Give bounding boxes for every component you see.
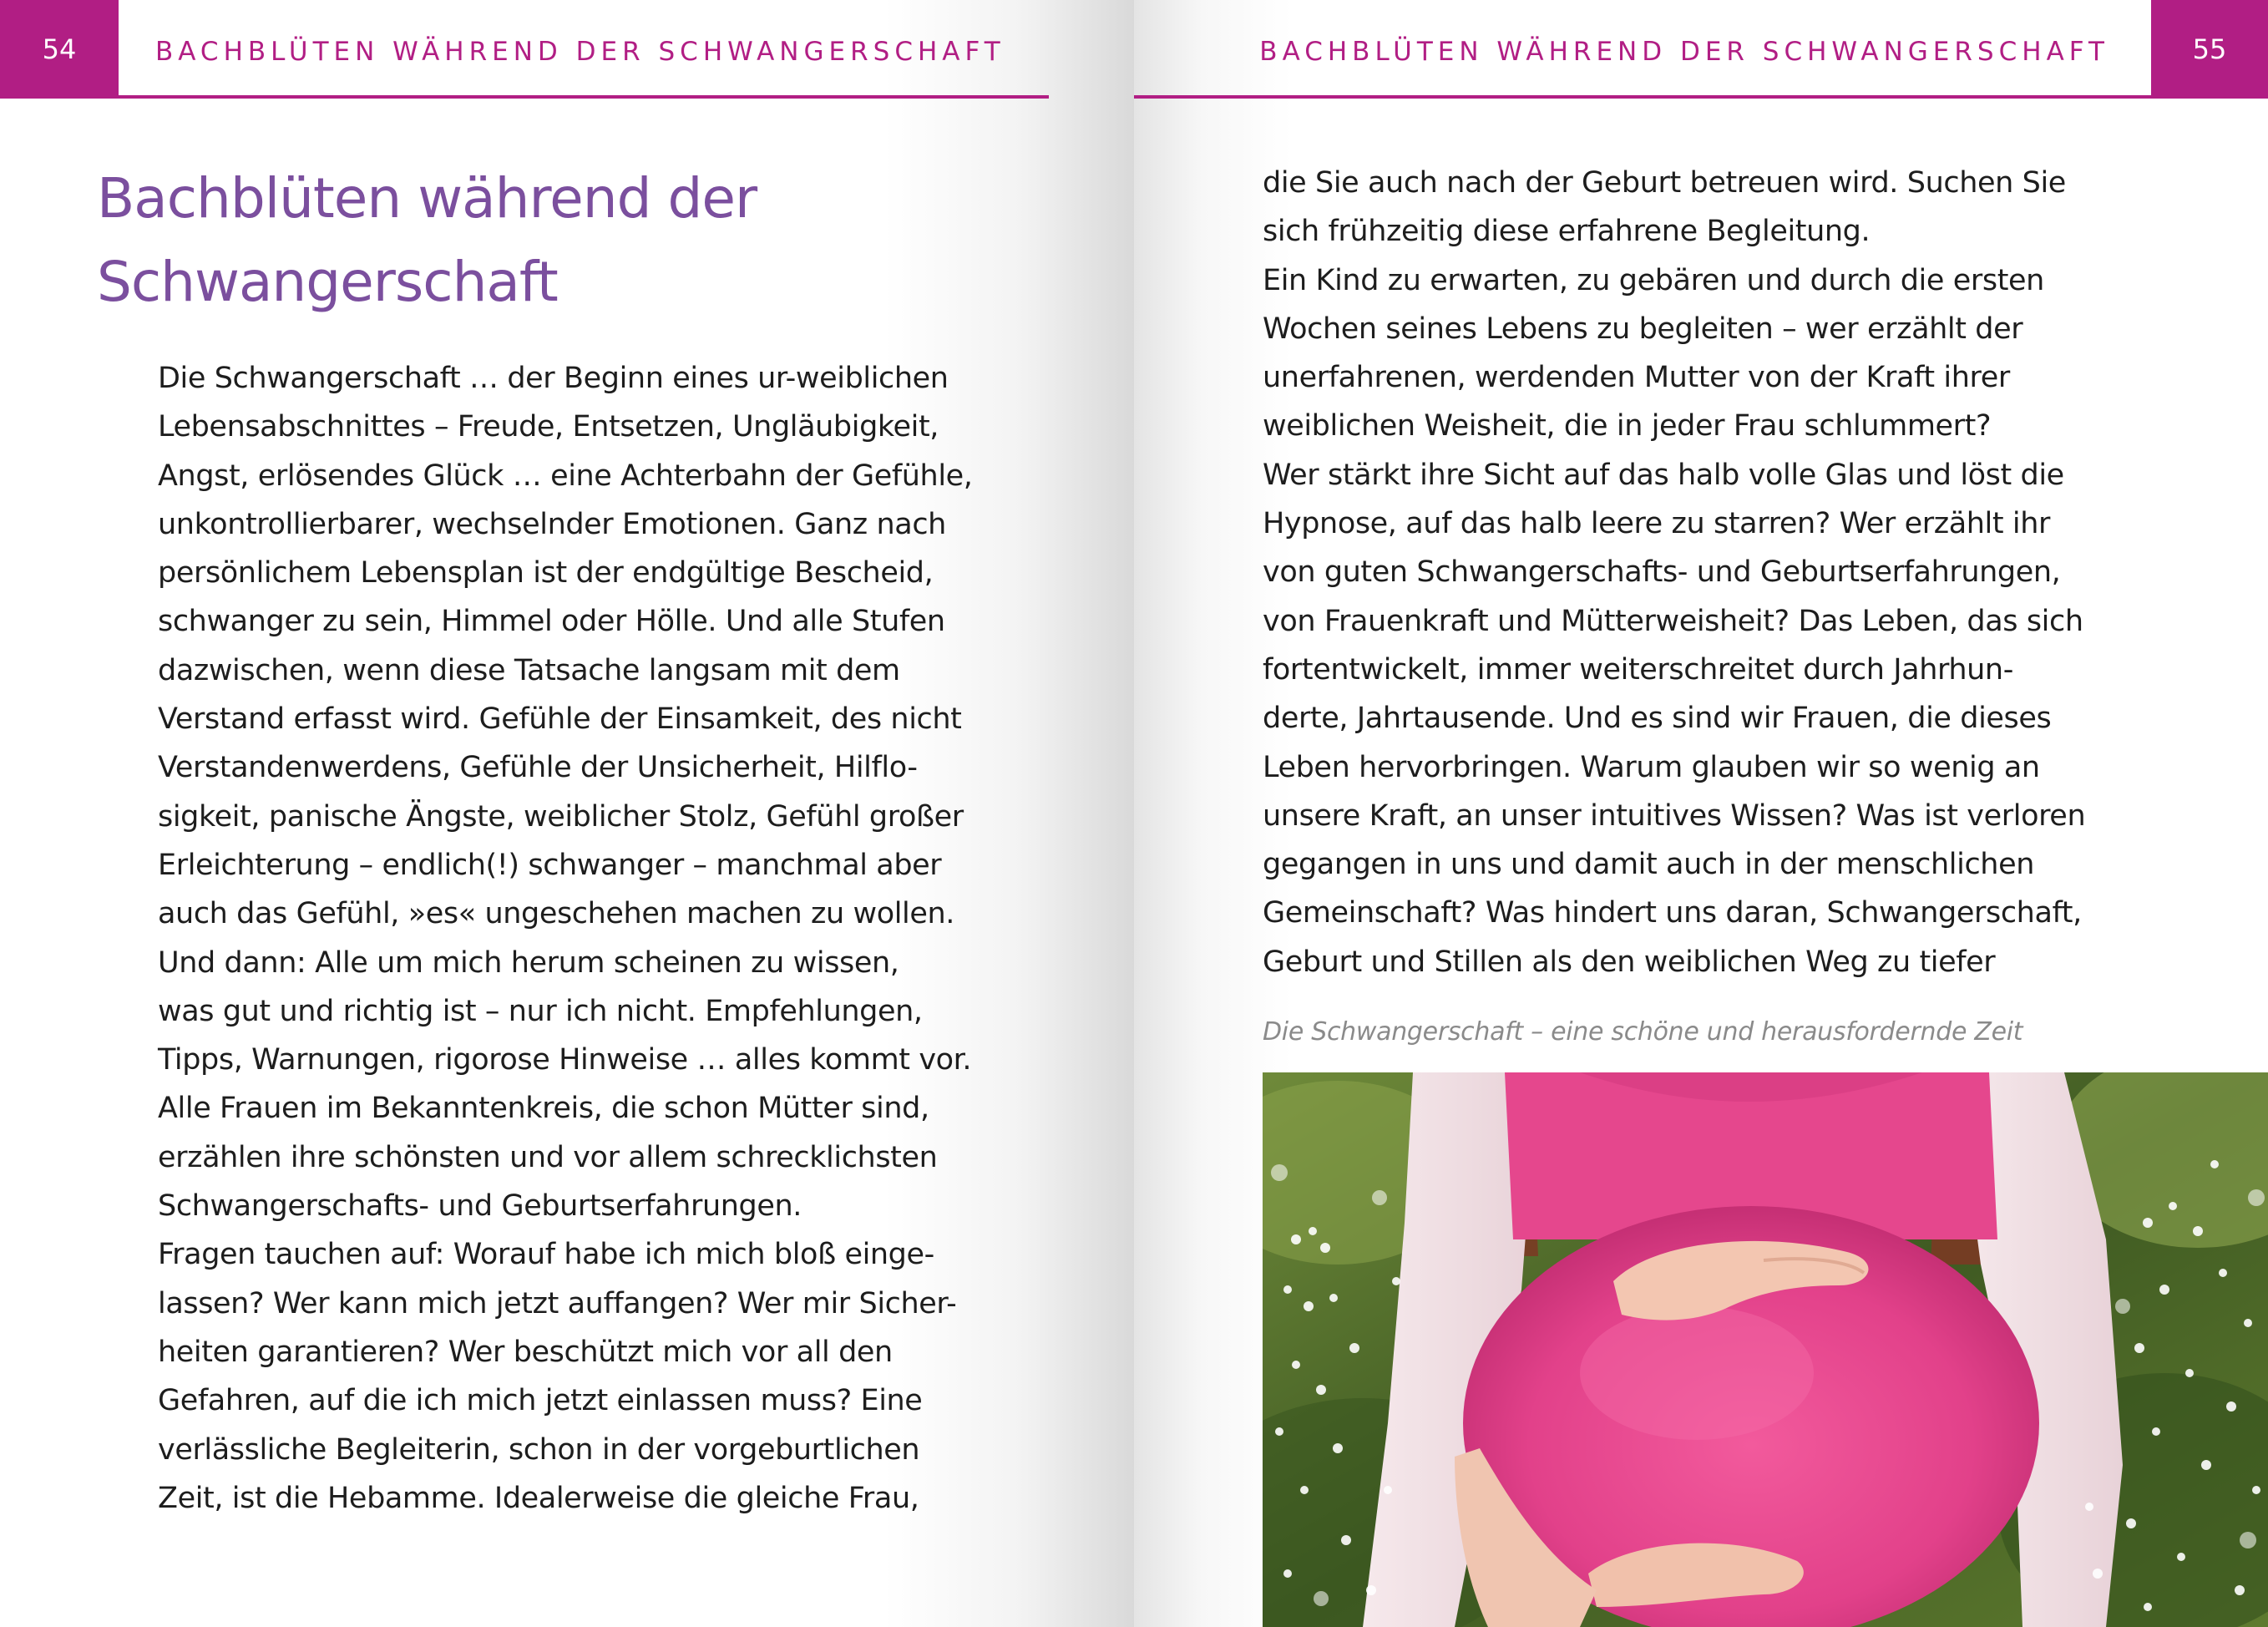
body-text-line: von guten Schwangerschafts- und Geburtserfahrungen, xyxy=(1263,555,2061,590)
body-text-line: Und dann: Alle um mich herum scheinen zu wissen, xyxy=(158,945,899,980)
body-text-line: Gefahren, auf die ich mich jetzt einlassen muss? Eine xyxy=(158,1384,923,1418)
header-rule-left xyxy=(0,95,1049,99)
body-text-line: erzählen ihre schönsten und vor allem schrecklichsten xyxy=(158,1140,938,1174)
body-text-line: Angst, erlösendes Glück … eine Achterbahn der Gefühle, xyxy=(158,459,973,493)
body-text-line: Hypnose, auf das halb leere zu starren? Wer erzählt ihr xyxy=(1263,507,2051,541)
body-text-line: Schwangerschafts- und Geburtserfahrungen. xyxy=(158,1189,802,1224)
body-text-line: Verstand erfasst wird. Gefühle der Einsamkeit, des nicht xyxy=(158,702,962,737)
photo-caption: Die Schwangerschaft – eine schöne und herausfordernde Zeit xyxy=(1263,1017,2023,1047)
body-text-line: Fragen tauchen auf: Worauf habe ich mich bloß einge- xyxy=(158,1238,934,1272)
body-text-line: von Frauenkraft und Mütterweisheit? Das Leben, das sich xyxy=(1263,604,2083,638)
body-text-line: unkontrollierbarer, wechselnder Emotionen. Ganz nach xyxy=(158,507,946,541)
body-text-line: schwanger zu sein, Himmel oder Hölle. Und alle Stufen xyxy=(158,605,945,639)
body-text-line: Ein Kind zu erwarten, zu gebären und durch die ersten xyxy=(1263,263,2044,297)
body-text-line: Zeit, ist die Hebamme. Idealerweise die gleiche Frau, xyxy=(158,1481,919,1515)
body-text-line: fortentwickelt, immer weiterschreitet durch Jahrhun- xyxy=(1263,652,2013,687)
body-text-line: lassen? Wer kann mich jetzt auffangen? Wer mir Sicher- xyxy=(158,1286,957,1320)
body-text-line: dazwischen, wenn diese Tatsache langsam mit dem xyxy=(158,653,900,687)
body-text-line: unsere Kraft, an unser intuitives Wissen? Was ist verloren xyxy=(1263,798,2086,833)
running-head-right: BACHBLÜTEN WÄHREND DER SCHWANGERSCHAFT xyxy=(1259,37,2109,67)
body-text-line: Gemeinschaft? Was hindert uns daran, Schwangerschaft, xyxy=(1263,896,2082,930)
body-text-right xyxy=(1263,159,2085,986)
page-number-right: 55 xyxy=(2151,0,2268,99)
right-page xyxy=(1134,0,2268,1627)
header-rule-right xyxy=(1134,95,2268,99)
body-text-line: Leben hervorbringen. Warum glauben wir so wenig an xyxy=(1263,750,2040,784)
body-text-line: Die Schwangerschaft … der Beginn eines ur-weiblichen xyxy=(158,362,949,395)
body-text-line: die Sie auch nach der Geburt betreuen wird. Suchen Sie xyxy=(1263,166,2066,200)
body-text-line: Alle Frauen im Bekanntenkreis, die schon Mütter sind, xyxy=(158,1092,929,1126)
body-text-line: sich frühzeitig diese erfahrene Begleitung. xyxy=(1263,215,1871,249)
body-text-line: derte, Jahrtausende. Und es sind wir Frauen, die dieses xyxy=(1263,702,2052,736)
body-text-line: heiten garantieren? Wer beschützt mich vor all den xyxy=(158,1335,893,1369)
running-head-left: BACHBLÜTEN WÄHREND DER SCHWANGERSCHAFT xyxy=(155,37,1005,67)
chapter-title xyxy=(97,157,1015,324)
photo-illustration xyxy=(1263,1072,2268,1627)
body-text-line: sigkeit, panische Ängste, weiblicher Stolz, Gefühl großer xyxy=(158,799,964,834)
body-text-line: Erleichterung – endlich(!) schwanger – manchmal aber xyxy=(158,848,942,882)
body-text-line: Wer stärkt ihre Sicht auf das halb volle Glas und löst die xyxy=(1263,458,2064,492)
body-text-line: was gut und richtig ist – nur ich nicht. Empfehlungen, xyxy=(158,994,923,1028)
body-text-line: unerfahrenen, werdenden Mutter von der Kraft ihrer xyxy=(1263,361,2010,395)
body-text-line: Verstandenwerdens, Gefühle der Unsicherheit, Hilflo- xyxy=(158,751,918,785)
body-text-line: weiblichen Weisheit, die in jeder Frau schlummert? xyxy=(1263,409,1992,443)
pregnancy-photo xyxy=(1263,1072,2268,1627)
body-text-line: gegangen in uns und damit auch in der menschlichen xyxy=(1263,848,2034,882)
chapter-title-line: Schwangerschaft xyxy=(97,250,558,314)
page-number-left: 54 xyxy=(0,0,119,99)
body-text-line: persönlichem Lebensplan ist der endgültige Bescheid, xyxy=(158,556,934,590)
body-text-line: Geburt und Stillen als den weiblichen Weg zu tiefer xyxy=(1263,945,1996,979)
body-text-line: Lebensabschnittes – Freude, Entsetzen, Ungläubigkeit, xyxy=(158,410,939,444)
body-text-line: auch das Gefühl, »es« ungeschehen machen zu wollen. xyxy=(158,897,954,931)
body-text-line: Tipps, Warnungen, rigorose Hinweise … alles kommt vor. xyxy=(158,1043,972,1077)
chapter-title-line: Bachblüten während der xyxy=(97,166,757,231)
body-text-left xyxy=(158,354,973,1523)
body-text-line: verlässliche Begleiterin, schon in der vorgeburtlichen xyxy=(158,1432,920,1467)
body-text-line: Wochen seines Lebens zu begleiten – wer erzählt der xyxy=(1263,312,2023,346)
